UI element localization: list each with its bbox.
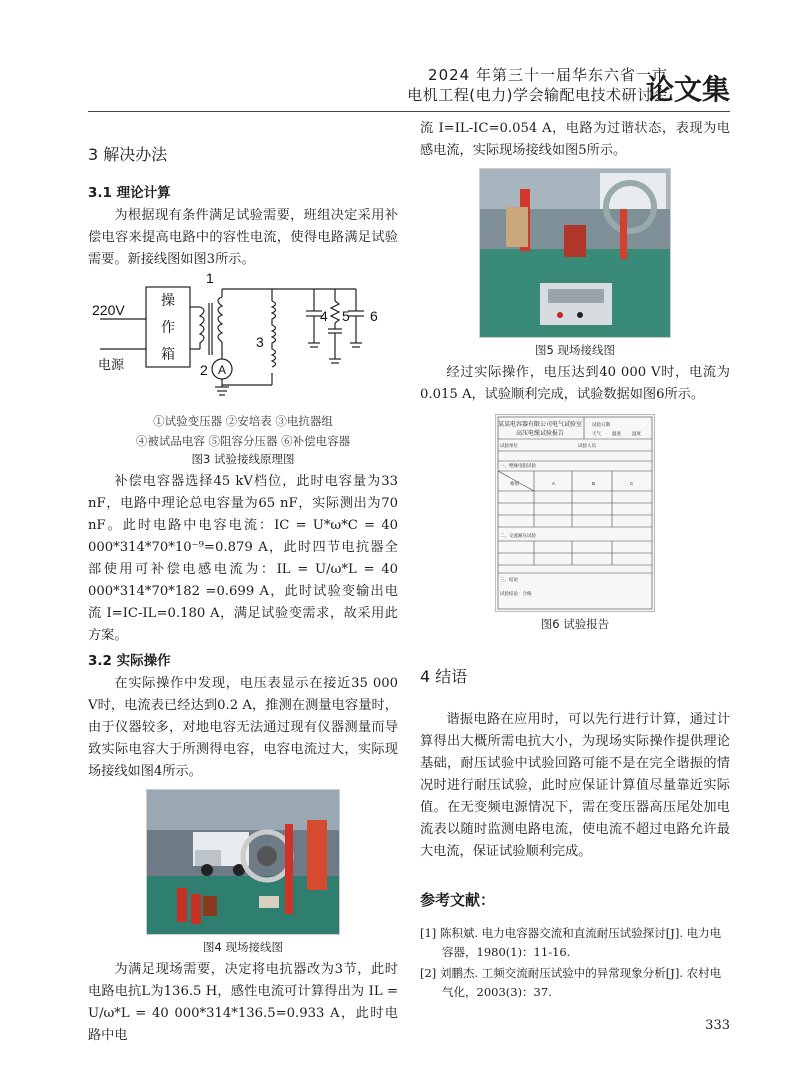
report-col-b: B bbox=[592, 481, 596, 486]
figure-3-caption: 图3 试验接线原理图 bbox=[191, 452, 295, 466]
report-field-humidity: 湿度 bbox=[632, 431, 641, 436]
label-power: 电源 bbox=[98, 357, 125, 372]
figure-4-site-photo bbox=[146, 789, 340, 935]
label-n1: 1 bbox=[206, 273, 214, 286]
para-intro: 为根据现有条件满足试验需要，班组决定采用补偿电容来提高电路中的容性电流，使得电路满足试验需要。新接线图如图3所示。 bbox=[88, 208, 398, 267]
header-line1: 2024 年第三十一届华东六省一市 bbox=[428, 66, 668, 84]
right-column bbox=[420, 118, 730, 1002]
header-line2: 电机工程(电力)学会输配电技术研讨会 bbox=[407, 86, 668, 104]
box-char-3: 箱 bbox=[161, 346, 175, 362]
label-n5: 5 bbox=[342, 308, 350, 324]
label-220v: 220V bbox=[92, 302, 125, 318]
header-rule bbox=[88, 111, 730, 112]
reference-2-line2: 气化，2003(3)：37. bbox=[442, 985, 552, 999]
para-continued: 流 I=IL-IC=0.054 A，电路为过谐状态，表现为电感电流，实际现场接线如图5所示。 bbox=[420, 121, 730, 158]
report-field-date: 试验日期 bbox=[592, 422, 610, 427]
box-char-1: 操 bbox=[161, 292, 175, 308]
section-4-heading: 4 结语 bbox=[420, 667, 468, 686]
para-practice: 在实际操作中发现，电压表显示在接近35 000 V时，电流表已经达到0.2 A，推测在测量电容量时，由于仪器较多，对地电容无法通过现有仪器测量而导致实际电容大于所测得电容，电容电流过大，实际现场接线如图4所示。 bbox=[88, 676, 398, 779]
report-field-staff: 试验人员 bbox=[578, 443, 596, 448]
report-row-insulation: 一、绝缘电阻试验 bbox=[500, 463, 536, 468]
page-number: 333 bbox=[705, 1018, 730, 1033]
header-proceedings: 论文集 bbox=[645, 73, 730, 106]
para-adjust: 为满足现场需要，决定将电抗器改为3节，此时电路电抗L为136.5 H，感性电流可计算得出为 IL = U/ω*L = 40 000*314*136.5=0.933 A，此时电路中电 bbox=[88, 962, 398, 1043]
report-field-unit: 试验单位 bbox=[500, 443, 518, 448]
report-col-c: C bbox=[630, 481, 634, 486]
section-3-heading: 3 解决办法 bbox=[88, 145, 168, 164]
report-note: 试验结论：合格 bbox=[500, 591, 532, 596]
left-column bbox=[88, 118, 398, 1047]
label-n3: 3 bbox=[256, 334, 264, 350]
report-title: 高压电缆试验报告 bbox=[515, 431, 565, 437]
report-field-temp: 温度 bbox=[612, 431, 621, 436]
reference-2 bbox=[420, 964, 730, 1002]
section-3-1-heading: 3.1 理论计算 bbox=[88, 185, 171, 201]
report-row-conclusion: 三、结论 bbox=[500, 577, 518, 582]
report-col-a: A bbox=[552, 481, 556, 486]
figure-6-test-report bbox=[495, 414, 655, 612]
figure-3-circuit-diagram bbox=[88, 273, 398, 411]
box-char-2: 作 bbox=[161, 319, 175, 335]
running-header bbox=[0, 60, 800, 112]
label-n4: 4 bbox=[320, 308, 328, 324]
figure-5-site-photo bbox=[479, 168, 671, 338]
report-row-ac: 二、交流耐压试验 bbox=[500, 533, 536, 538]
report-col-phase: 相别 bbox=[510, 481, 519, 486]
report-company: 某某电容器有限公司电气试验室 bbox=[497, 422, 583, 428]
reference-1-line2: 容器，1980(1)：11-16. bbox=[442, 945, 571, 959]
ammeter-icon: A bbox=[217, 363, 227, 377]
section-3-2-heading: 3.2 实际操作 bbox=[88, 653, 171, 669]
figure-5-caption: 图5 现场接线图 bbox=[535, 343, 615, 357]
para-theory-calc: 补偿电容器选择45 kV档位，此时电容量为33 nF，电路中理论总电容量为65 nF，实际测出为70 nF。此时电路中电容电流：IC = U*ω*C = 40 000*314*70*10⁻⁹=0.879 A，此时四节电抗器全部使用可补偿电感电流为：IL = U/ω*L = 40 000*314*70*182 =0.699 A，此时试验变输出电流 I=IC-IL=0.180 A，满足试验变需求，故采用此方案。 bbox=[88, 474, 398, 643]
report-field-weather: 天气 bbox=[592, 431, 601, 436]
figure-4-caption: 图4 现场接线图 bbox=[203, 940, 283, 954]
figure-3-legend-line1: ①试验变压器 ②安培表 ③电抗器组 bbox=[153, 414, 333, 428]
para-result: 经过实际操作，电压达到40 000 V时，电流为0.015 A，试验顺利完成，试验数据如图6所示。 bbox=[420, 365, 730, 402]
reference-1-line1: [1] 陈积斌. 电力电容器交流和直流耐压试验探讨[J]. 电力电 bbox=[420, 926, 722, 940]
label-n6: 6 bbox=[370, 308, 378, 324]
references-heading: 参考文献： bbox=[420, 891, 496, 909]
reference-1 bbox=[420, 924, 730, 962]
para-conclusion: 谐振电路在应用时，可以先行进行计算，通过计算得出大概所需电抗大小，为现场实际操作提供理论基础，耐压试验中试验回路可能不是在完全谐振的情况时进行耐压试验，此时应保证计算值尽量靠近实际值。在无变频电源情况下，需在变压器高压尾处加电流表以随时监测电路电流，使电流不超过电路允许最大电流，保证试验顺利完成。 bbox=[420, 712, 730, 859]
label-n2: 2 bbox=[200, 362, 208, 378]
reference-2-line1: [2] 刘鹏杰. 工频交流耐压试验中的异常现象分析[J]. 农村电 bbox=[420, 966, 722, 980]
figure-6-caption: 图6 试验报告 bbox=[540, 617, 610, 631]
figure-3-legend-line2: ④被试品电容 ⑤阻容分压器 ⑥补偿电容器 bbox=[135, 434, 351, 448]
